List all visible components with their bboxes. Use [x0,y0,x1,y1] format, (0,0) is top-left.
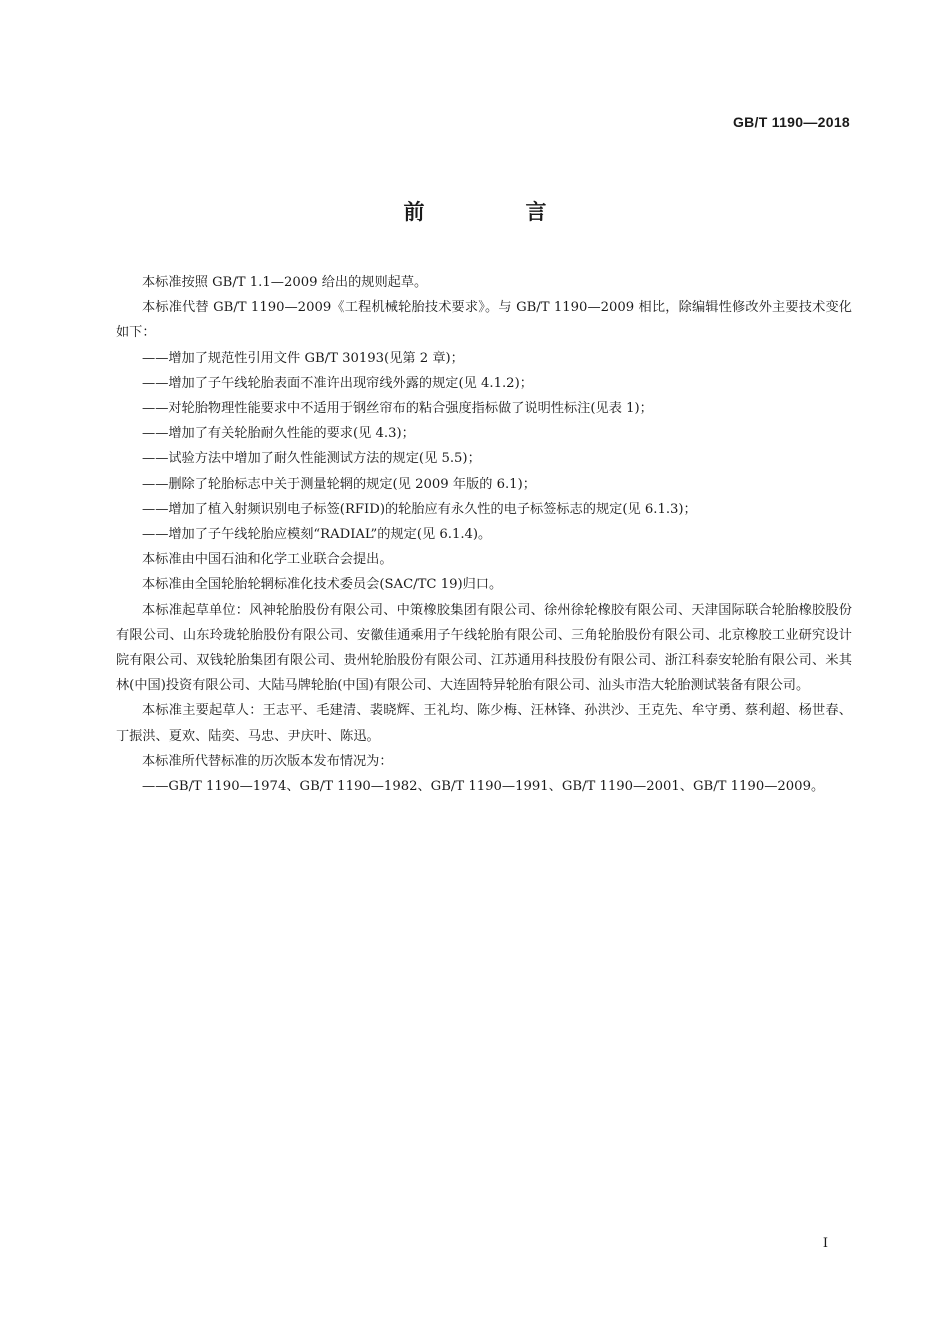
paragraph-drafting-units: 本标准起草单位：风神轮胎股份有限公司、中策橡胶集团有限公司、徐州徐轮橡胶有限公司、天津国际联合轮胎橡胶股份有限公司、山东玲珑轮胎股份有限公司、安徽佳通乘用子午线轮胎有限公司、三角轮胎股份有限公司、北京橡胶工业研究设计院有限公司、双钱轮胎集团有限公司、贵州轮胎股份有限公司、江苏通用科技股份有限公司、浙江科泰安轮胎有限公司、米其林(中国)投资有限公司、大陆马牌轮胎(中国)有限公司、大连固特异轮胎有限公司、汕头市浩大轮胎测试装备有限公司。 [116,602,852,694]
change-item: ——删除了轮胎标志中关于测量轮辋的规定(见 2009 年版的 6.1)； [142,476,536,492]
paragraph-history-intro: 本标准所代替标准的历次版本发布情况为： [142,753,393,769]
page-number: I [822,1236,828,1251]
paragraph-proposer: 本标准由中国石油和化学工业联合会提出。 [142,552,393,568]
history-item: ——GB/T 1190—1974、GB/T 1190—1982、GB/T 1190—1991、GB/T 1190—2001、GB/T 1190—2009。 [142,779,825,795]
paragraph-committee: 本标准由全国轮胎轮辋标准化技术委员会(SAC/TC 19)归口。 [142,577,503,593]
change-item: ——增加了有关轮胎耐久性能的要求(见 4.3)； [142,426,415,442]
foreword-body [116,270,852,799]
page-title: 前 言 [403,200,587,224]
change-item: ——增加了子午线轮胎应模刻“RADIAL”的规定(见 6.1.4)。 [142,527,492,543]
change-item: ——对轮胎物理性能要求中不适用于钢丝帘布的粘合强度指标做了说明性标注(见表 1)； [142,401,653,417]
change-item: ——试验方法中增加了耐久性能测试方法的规定(见 5.5)； [142,451,481,467]
change-item: ——增加了植入射频识别电子标签(RFID)的轮胎应有永久性的电子标签标志的规定(见 6.1.3)； [142,501,697,517]
change-item: ——增加了子午线轮胎表面不准许出现帘线外露的规定(见 4.1.2)； [142,375,533,391]
standard-code: GB/T 1190—2018 [732,114,850,130]
paragraph-drafting-rules: 本标准按照 GB/T 1.1—2009 给出的规则起草。 [142,275,428,290]
paragraph-drafters: 本标准主要起草人：王志平、毛建清、裴晓辉、王礼均、陈少梅、汪林锋、孙洪沙、王克先、牟守勇、蔡利超、杨世春、丁振洪、夏欢、陆奕、马忠、尹庆叶、陈迅。 [116,703,852,744]
paragraph-replaces: 本标准代替 GB/T 1190—2009《工程机械轮胎技术要求》。与 GB/T 1190—2009 相比，除编辑性修改外主要技术变化如下： [116,300,852,341]
change-item: ——增加了规范性引用文件 GB/T 30193(见第 2 章)； [142,350,464,366]
